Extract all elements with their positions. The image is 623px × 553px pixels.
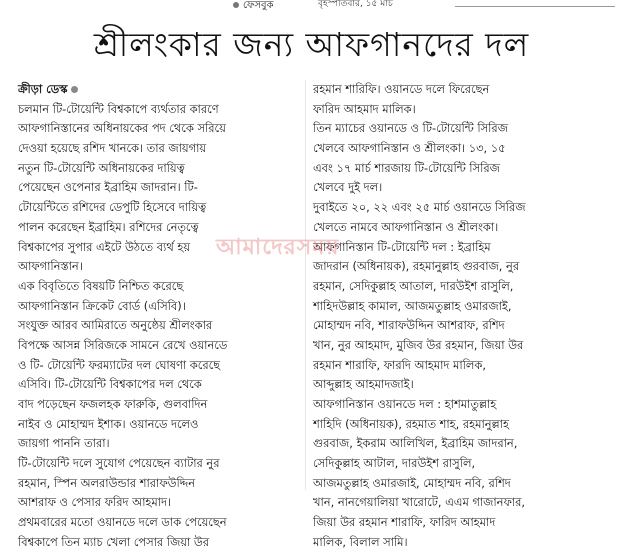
source-label	[233, 0, 274, 12]
left-lines	[18, 100, 300, 553]
text-line: টি-টোয়েন্টি দলে সুযোগ পেয়েছেন ব্যাটার নুর	[18, 456, 220, 471]
text-line: শাহিদি (অধিনায়ক), রহমাত শাহ, রহমানুল্লাহ	[313, 416, 509, 431]
text-line: খেলতে নামবে আফগানিস্তান ও শ্রীলংকা।	[313, 219, 499, 234]
text-line: দেওয়া হয়েছে রশিদ খানকে। তার জায়গায়	[18, 141, 207, 156]
text-line: ফারিদ আহমাদ মালিক।	[313, 101, 416, 116]
text-line: খেলবে দুই দল।	[313, 180, 383, 195]
text-line: গুরবাজ, ইকরাম আলিখিল, ইব্রাহিম জাদরান,	[313, 436, 518, 451]
date-label: বৃহস্পতিবার, ১৫ মার্চ	[318, 0, 393, 9]
text-line: এক বিবৃতিতে বিষয়টি নিশ্চিত করেছে	[18, 278, 184, 293]
text-line: এবং ১৭ মার্চ শারজায় টি-টোয়েন্টি সিরিজ	[313, 160, 500, 175]
article-column-right	[313, 80, 613, 553]
text-line: জিয়া উর রহমান শারাফি, ফারিদ আহমাদ	[313, 515, 496, 530]
bullet-icon	[71, 86, 78, 93]
right-lines	[313, 80, 613, 553]
text-line: শাহিদউল্লাহ কামাল, আজমতুল্লাহ ওমারজাই,	[313, 298, 512, 313]
text-line: জাদরান (অধিনায়ক), রহমানুল্লাহ গুরবাজ, নুর	[313, 259, 520, 274]
text-line: মোহাম্মদ নবি, শারাফউদ্দিন আশরাফ, রশিদ	[313, 318, 505, 333]
text-line: রহমান শারাফি, ফারদি আহমাদ মালিক,	[313, 357, 486, 372]
headline: শ্রীলংকার জন্য আফগানদের দল	[93, 25, 530, 64]
text-line: বিশ্বকাপে তিন ম্যাচ খেলা পেসার জিয়া উর	[18, 534, 210, 549]
byline-text: ক্রীড়া ডেস্ক	[18, 82, 68, 96]
text-line: আফগানিস্তান।	[18, 259, 83, 274]
text-line: আফগানিস্তান টি-টোয়েন্টি দল : ইব্রাহিম	[313, 239, 491, 254]
text-line: পালন করেছেন ইব্রাহিম। রশিদের নেতৃত্বে	[18, 219, 199, 234]
text-line: সেদিকুল্লাহ আটাল, দারউইশ রাসুলি,	[313, 456, 476, 471]
text-line: সংযুক্ত আরব আমিরাতে অনুষ্ঠেয় শ্রীলংকার	[18, 318, 213, 333]
text-line: নাইব ও মোহাম্মদ ইশাক। ওয়ানডে দলেও	[18, 416, 199, 431]
text-line: বিশ্বকাপের সুপার এইটে উঠতে ব্যর্থ হয়	[18, 239, 191, 254]
text-line: আশরাফ ও পেসার ফরিদ আহমাদ।	[18, 495, 172, 510]
text-line: পেয়েছেন ওপেনার ইব্রাহিম জাদরান। টি-	[18, 180, 198, 195]
text-line: আব্দুল্লাহ আহমাদজাই।	[313, 377, 414, 392]
top-bar	[0, 0, 623, 16]
text-line: টোয়েন্টিতে রশিদের ডেপুটি হিসেবে দায়িত্ব	[18, 200, 207, 215]
article-column-left	[18, 80, 300, 553]
text-line: আফগানিস্তান ক্রিকেট বোর্ড (এসিবি)।	[18, 298, 186, 313]
text-line: ও টি- টোয়েন্টি ফরম্যাটের দল ঘোষণা করেছে	[18, 357, 221, 372]
text-line: রহমান, সেদিকুল্লাহ আতাল, দারউইশ রাসুলি,	[313, 278, 514, 293]
text-line: তিন ম্যাচের ওয়ানডে ও টি-টোয়েন্টি সিরিজ	[313, 121, 508, 136]
text-line: প্রথমবারের মতো ওয়ানডে দলে ডাক পেয়েছেন	[18, 515, 227, 530]
bullet-icon	[233, 2, 239, 8]
text-line: আফগানিস্তানের অধিনায়কের পদ থেকে সরিয়ে	[18, 121, 226, 136]
source-text: ফেসবুক	[243, 0, 274, 11]
text-line: চলমান টি-টোয়েন্টি বিশ্বকাপে ব্যর্থতার কারণে	[18, 101, 219, 116]
text-line: খান, নানগেয়ালিয়া খারোটে, এএম গাজানফার,	[313, 495, 525, 510]
text-line: বিপক্ষে আসন্ন সিরিজকে সামনে রেখে ওয়ানডে	[18, 337, 228, 352]
text-line: আফগানিস্তান ওয়ানডে দল : হাশমাতুল্লাহ	[313, 397, 497, 411]
text-line: আজমতুল্লাহ ওমারজাই, মোহাম্মদ নবি, রশিদ	[313, 475, 511, 490]
text-line: জায়গা পাননি তারা।	[18, 436, 110, 451]
text-line: এসিবি। টি-টোয়েন্টি বিশ্বকাপের দল থেকে	[18, 377, 202, 392]
watermark: আমাদেরসময়	[216, 235, 340, 260]
text-line: খেলবে আফগানিস্তান ও শ্রীলংকা। ১৩, ১৫	[313, 141, 506, 156]
text-line: মালিক, বিলাল সামি।	[313, 534, 408, 549]
text-line: নতুন টি-টোয়েন্টি অধিনায়কের দায়িত্ব	[18, 160, 185, 175]
text-line: রহমান, স্পিন অলরাউন্ডার শারাফউদ্দিন	[18, 475, 196, 490]
text-line: রহমান শারিফি। ওয়ানডে দলে ফিরেছেন	[313, 82, 490, 96]
top-rule	[455, 6, 615, 7]
byline	[18, 80, 300, 100]
text-line: দুবাইতে ২০, ২২ এবং ২৫ মার্চ ওয়ানডে সিরিজ	[313, 200, 526, 215]
column-divider	[305, 80, 306, 490]
text-line: খান, নুর আহমাদ, মুজিব উর রহমান, জিয়া উর	[313, 337, 524, 352]
text-line: বাদ পড়েছেন ফজলহক ফারুকি, গুলবাদিন	[18, 397, 208, 411]
